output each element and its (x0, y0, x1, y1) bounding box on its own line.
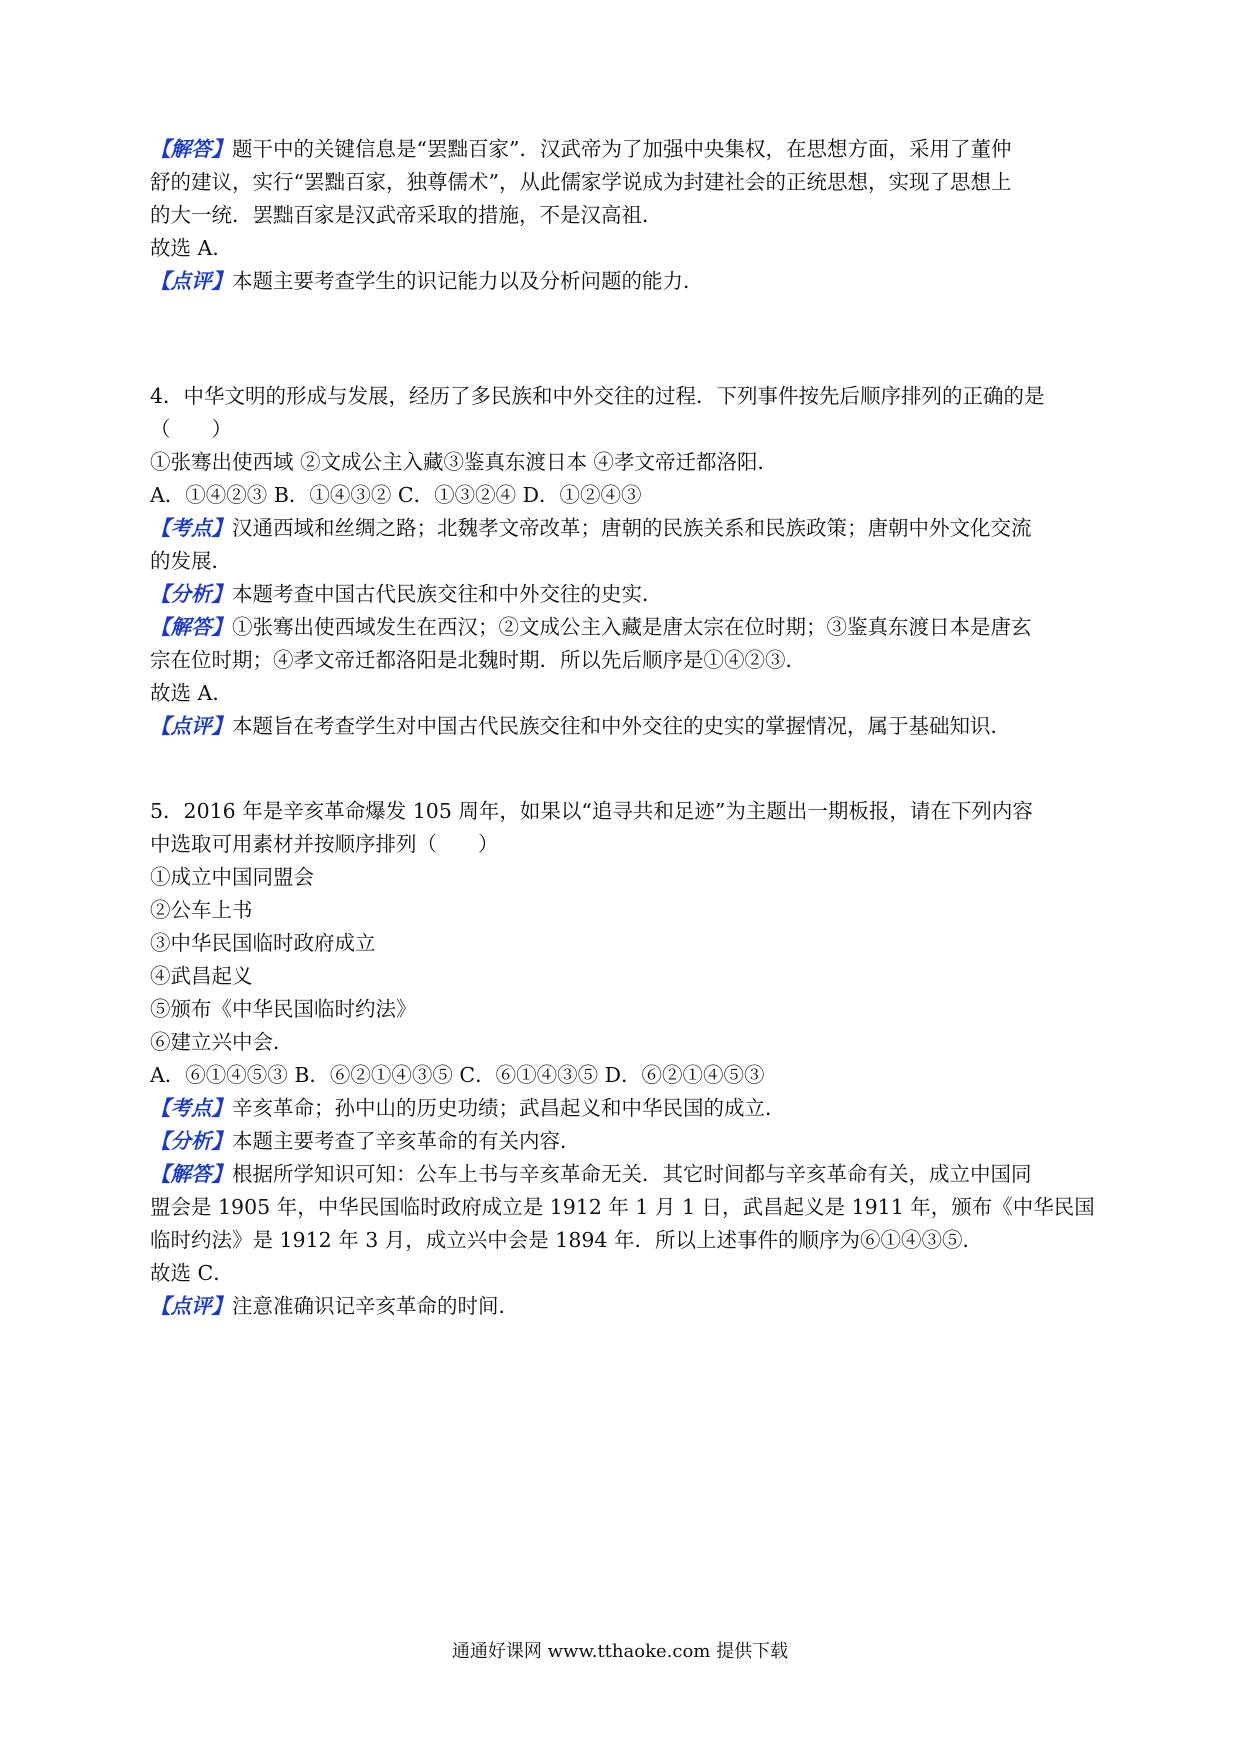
q3-dianping: 【点评】本题主要考查学生的识记能力以及分析问题的能力． (150, 269, 704, 293)
q4-jieda-line-1: 【解答】①张骞出使西域发生在西汉；②文成公主入藏是唐太宗在位时期；③鉴真东渡日本是唐玄 (150, 615, 1032, 639)
fenxi-label: 【分析】 (150, 1129, 232, 1153)
q5-options: A．⑥①④⑤③ B．⑥②①④③⑤ C．⑥①④③⑤ D．⑥②①④⑤③ (150, 1063, 765, 1087)
jieda-label: 【解答】 (150, 1162, 232, 1186)
q4-kaodian-line-1: 【考点】汉通西域和丝绸之路；北魏孝文帝改革；唐朝的民族关系和民族政策；唐朝中外文化交流 (150, 516, 1032, 540)
q5-item-6: ⑥建立兴中会． (150, 1030, 294, 1054)
q4-dianping: 【点评】本题旨在考查学生对中国古代民族交往和中外交往的史实的掌握情况，属于基础知识． (150, 714, 1011, 738)
jieda-label: 【解答】 (150, 615, 232, 639)
dianping-label: 【点评】 (150, 1294, 232, 1318)
q5-kaodian: 【考点】辛亥革命；孙中山的历史功绩；武昌起义和中华民国的成立． (150, 1096, 786, 1120)
q4-stem-line-2: （ ） (150, 417, 232, 441)
q4-jieda-line-2: 宗在位时期；④孝文帝迁都洛阳是北魏时期．所以先后顺序是①④②③． (150, 648, 806, 672)
q3-jieda-line-3: 的大一统．罢黜百家是汉武帝采取的措施，不是汉高祖． (150, 203, 663, 227)
fenxi-label: 【分析】 (150, 582, 232, 606)
q3-jieda-line-2: 舒的建议，实行“罢黜百家，独尊儒术”，从此儒家学说成为封建社会的正统思想，实现了思想上 (150, 170, 1012, 194)
q5-jieda-line-1: 【解答】根据所学知识可知：公车上书与辛亥革命无关．其它时间都与辛亥革命有关，成立中国同 (150, 1162, 1032, 1186)
q4-kaodian-line-2: 的发展． (150, 549, 232, 573)
q5-stem-line-1: 5．2016 年是辛亥革命爆发 105 周年，如果以“追寻共和足迹”为主题出一期板报，请在下列内容 (150, 799, 1033, 823)
q5-item-5: ⑤颁布《中华民国临时约法》 (150, 997, 417, 1021)
jieda-label: 【解答】 (150, 137, 232, 161)
q3-answer-section (150, 133, 1100, 298)
q3-jieda-line-1: 【解答】题干中的关键信息是“罢黜百家”．汉武帝为了加强中央集权，在思想方面，采用了董仲 (150, 137, 1012, 161)
question-5 (150, 795, 1100, 1323)
page-footer: 通通好课网 www.tthaoke.com 提供下载 (451, 1641, 789, 1662)
q4-events: ①张骞出使西域 ②文成公主入藏③鉴真东渡日本 ④孝文帝迁都洛阳． (150, 450, 779, 474)
q4-fenxi: 【分析】本题考查中国古代民族交往和中外交往的史实． (150, 582, 663, 606)
kaodian-label: 【考点】 (150, 516, 232, 540)
q5-item-2: ②公车上书 (150, 898, 253, 922)
question-4 (150, 380, 1100, 743)
kaodian-label: 【考点】 (150, 1096, 232, 1120)
q5-item-4: ④武昌起义 (150, 964, 253, 988)
q5-stem-line-2: 中选取可用素材并按顺序排列（ ） (150, 832, 499, 856)
q5-jieda-line-2: 盟会是 1905 年，中华民国临时政府成立是 1912 年 1 月 1 日，武昌起义是 1911 年，颁布《中华民国 (150, 1195, 1095, 1219)
q5-item-3: ③中华民国临时政府成立 (150, 931, 376, 955)
q5-conclusion: 故选 C． (150, 1261, 234, 1285)
dianping-label: 【点评】 (150, 269, 232, 293)
q5-dianping: 【点评】注意准确识记辛亥革命的时间． (150, 1294, 519, 1318)
q3-conclusion: 故选 A． (150, 236, 233, 260)
q5-fenxi: 【分析】本题主要考查了辛亥革命的有关内容． (150, 1129, 581, 1153)
q5-item-1: ①成立中国同盟会 (150, 865, 314, 889)
q4-options: A．①④②③ B．①④③② C．①③②④ D．①②④③ (150, 483, 642, 507)
q4-conclusion: 故选 A． (150, 681, 233, 705)
dianping-label: 【点评】 (150, 714, 232, 738)
q4-stem-line-1: 4．中华文明的形成与发展，经历了多民族和中外交往的过程．下列事件按先后顺序排列的正确的是 (150, 384, 1045, 408)
q5-jieda-line-3: 临时约法》是 1912 年 3 月，成立兴中会是 1894 年．所以上述事件的顺序为⑥①④③⑤． (150, 1228, 983, 1252)
